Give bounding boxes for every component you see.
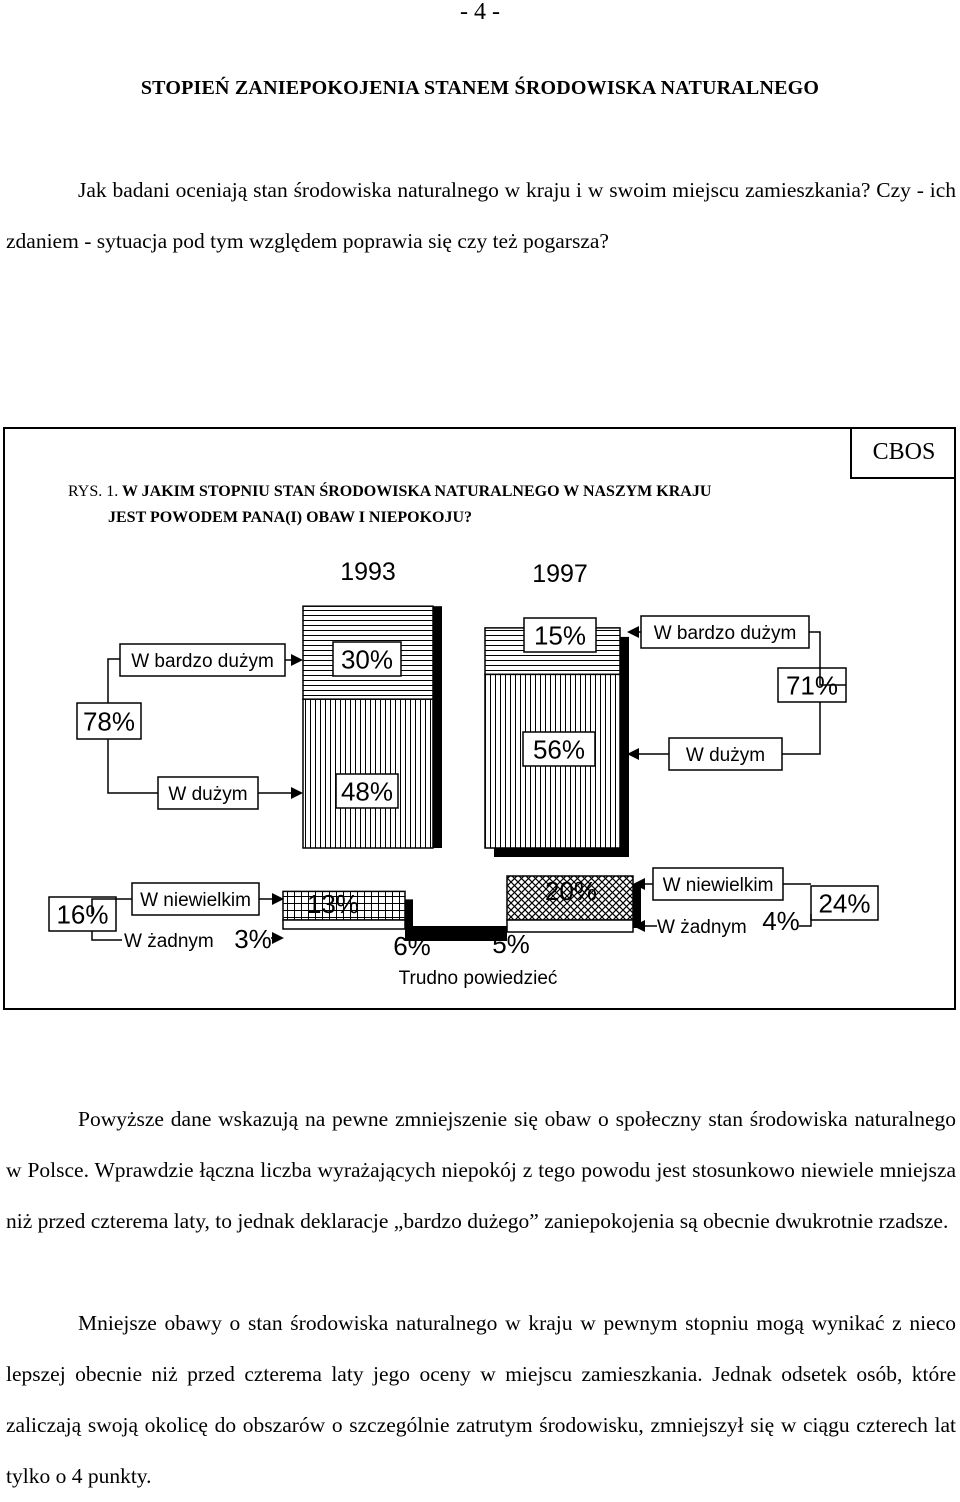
figure-title-1: W JAKIM STOPNIU STAN ŚRODOWISKA NATURALNEGO W NASZYM KRAJU — [121, 483, 712, 500]
chart-root — [49, 558, 878, 989]
year-label-1997: 1997 — [532, 560, 588, 588]
page-number: - 4 - — [460, 0, 500, 25]
section-heading: STOPIEŃ ZANIEPOKOJENIA STANEM ŚRODOWISKA NATURALNEGO — [140, 77, 820, 99]
label-left-niewielkim: W niewielkim — [140, 889, 251, 911]
connector-24-bottom — [799, 914, 811, 926]
connector-78-bottom — [108, 739, 158, 793]
label-left-duzym: W dużym — [168, 783, 248, 805]
label-left-bardzo-duzym: W bardzo dużym — [131, 650, 274, 672]
value-1997-duzym: 56% — [532, 734, 586, 765]
value-1993-duzym: 48% — [340, 776, 394, 807]
label-right-niewielkim: W niewielkim — [662, 874, 774, 896]
source-badge: CBOS — [850, 427, 956, 479]
label-trudno-powiedziec: Trudno powiedzieć — [398, 968, 558, 989]
value-1997-trudno: 5% — [492, 929, 530, 959]
value-1997-bardzo-duzym: 15% — [533, 620, 587, 651]
value-1993-zadnym: 3% — [234, 924, 272, 954]
body-paragraph-1 — [6, 1094, 956, 1247]
body-paragraph-2 — [6, 1298, 956, 1502]
label-right-duzym: W dużym — [685, 744, 766, 766]
connector-71-bottom — [782, 702, 820, 754]
label-right-bardzo-duzym: W bardzo dużym — [653, 622, 797, 644]
total-1993-upper: 78% — [82, 706, 136, 737]
figure-title-2: JEST POWODEM PANA(I) OBAW I NIEPOKOJU? — [108, 509, 473, 526]
connector-78-top — [108, 659, 120, 703]
label-left-zadnym: W żadnym — [124, 931, 214, 952]
value-1997-niewielkim: 20% — [544, 876, 598, 906]
label-right-zadnym: W żadnym — [657, 917, 747, 938]
total-1997-lower: 24% — [818, 888, 871, 919]
connector-16-bottom — [92, 931, 122, 940]
figure-label: RYS. 1. — [68, 483, 119, 500]
total-1997-upper: 71% — [785, 670, 839, 701]
value-1993-niewielkim: 13% — [306, 889, 360, 919]
value-1997-zadnym: 4% — [762, 906, 800, 936]
value-1993-trudno: 6% — [393, 931, 431, 961]
value-1993-bardzo-duzym: 30% — [340, 644, 394, 675]
year-label-1993: 1993 — [340, 558, 396, 586]
bar-1993-zadnym — [283, 920, 405, 929]
total-1993-lower: 16% — [56, 899, 109, 930]
body-text-2: Mniejsze obawy o stan środowiska naturalnego w kraju w pewnym stopniu mogą wynikać z nieco lepszej obecnie niż przed czterema laty jego oceny w miejscu zamieszkania. Jednak odsetek osób, które zaliczają swoją okolicę do obszarów o szczególnie zatrutym środowisku, zmniejszył się w ciągu czterech lat tylko o 4 punkty. — [6, 1311, 956, 1488]
intro-text: Jak badani oceniają stan środowiska naturalnego w kraju i w swoim miejscu zamieszkania? Czy - ich zdaniem - sytuacja pod tym względem poprawia się czy też pogarsza? — [6, 178, 956, 253]
body-text-1: Powyższe dane wskazują na pewne zmniejszenie się obaw o społeczny stan środowiska naturalnego w Polsce. Wprawdzie łączna liczba wyrażających niepokój z tego powodu jest stosunkowo niewiele mniejsza niż przed czterema laty, to jednak deklaracje „bardzo dużego” zaniepokojenia są obecnie dwukrotnie rzadsze. — [6, 1107, 956, 1233]
